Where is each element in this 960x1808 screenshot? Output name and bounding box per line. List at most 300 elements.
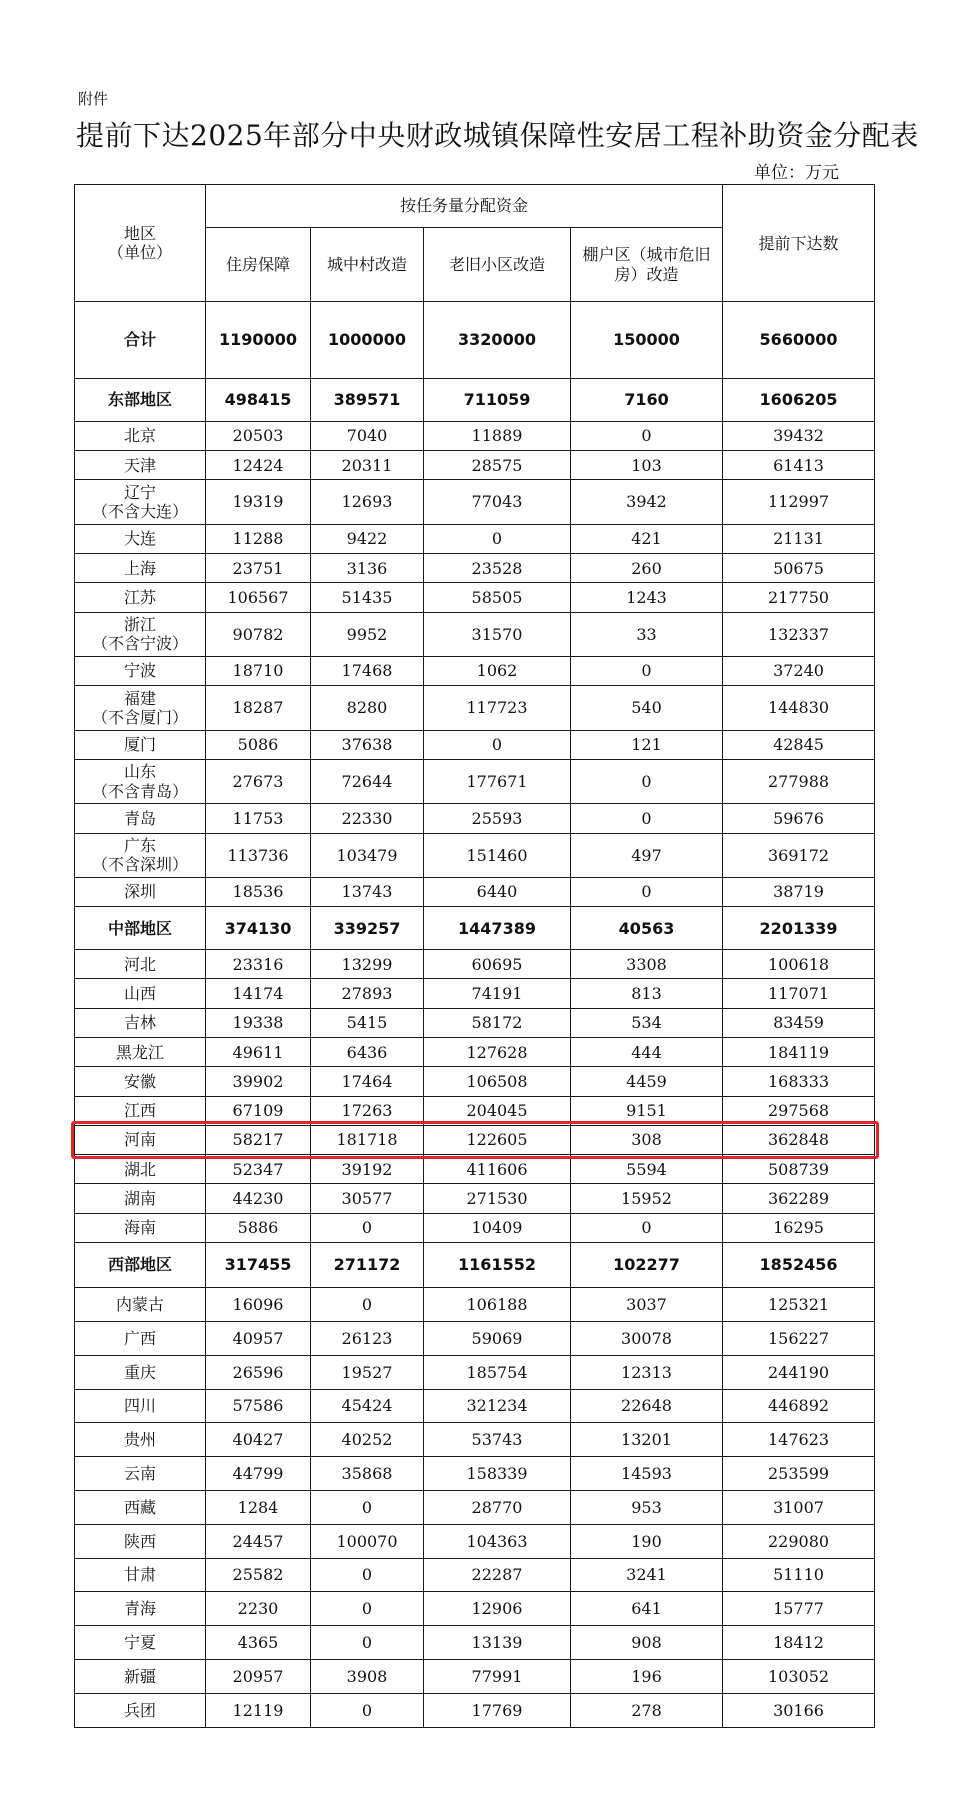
cell-urban-village: 8280 <box>311 686 424 730</box>
cell-region <box>75 1037 206 1066</box>
table-row <box>75 1037 875 1066</box>
cell-housing: 106567 <box>206 583 311 612</box>
cell-region <box>75 378 206 421</box>
cell-region <box>75 1558 206 1592</box>
table-row <box>75 553 875 582</box>
table-row <box>75 1155 875 1184</box>
table-row <box>75 1389 875 1423</box>
cell-housing: 113736 <box>206 833 311 877</box>
cell-region <box>75 1490 206 1524</box>
cell-old-community: 185754 <box>424 1355 571 1389</box>
cell-urban-village: 13299 <box>311 950 424 979</box>
cell-region <box>75 553 206 582</box>
cell-old-community: 271530 <box>424 1184 571 1213</box>
cell-housing: 2230 <box>206 1592 311 1626</box>
cell-old-community: 1161552 <box>424 1243 571 1288</box>
cell-old-community: 106188 <box>424 1288 571 1322</box>
region-name: 新疆 <box>123 1666 156 1686</box>
table-row <box>75 1592 875 1626</box>
cell-total: 144830 <box>723 686 875 730</box>
cell-housing: 23316 <box>206 950 311 979</box>
header-col-urban-village: 城中村改造 <box>311 227 424 301</box>
cell-shantytown: 497 <box>571 833 723 877</box>
cell-region <box>75 833 206 877</box>
cell-region <box>75 1626 206 1660</box>
cell-old-community: 77991 <box>424 1660 571 1694</box>
cell-region <box>75 524 206 553</box>
cell-urban-village: 6436 <box>311 1037 424 1066</box>
cell-urban-village: 37638 <box>311 730 424 759</box>
cell-shantytown: 0 <box>571 877 723 906</box>
cell-shantytown: 4459 <box>571 1067 723 1096</box>
table-row <box>75 421 875 450</box>
cell-urban-village: 13743 <box>311 877 424 906</box>
region-name: 广西 <box>123 1328 156 1348</box>
table-row <box>75 833 875 877</box>
region-name: 山东 <box>123 762 156 782</box>
cell-urban-village: 0 <box>311 1626 424 1660</box>
table-row <box>75 656 875 685</box>
region-name: 甘肃 <box>123 1565 156 1585</box>
region-note: （不含深圳） <box>91 855 188 875</box>
cell-region <box>75 583 206 612</box>
cell-housing: 40427 <box>206 1423 311 1457</box>
cell-old-community: 58172 <box>424 1008 571 1037</box>
cell-housing: 12119 <box>206 1693 311 1727</box>
cell-shantytown: 102277 <box>571 1243 723 1288</box>
cell-region <box>75 1660 206 1694</box>
header-col-shantytown: 棚户区（城市危旧房）改造 <box>571 227 723 301</box>
region-name: 福建 <box>123 688 156 708</box>
cell-old-community: 1447389 <box>424 907 571 950</box>
cell-housing: 58217 <box>206 1125 311 1154</box>
cell-old-community: 77043 <box>424 480 571 524</box>
cell-old-community: 321234 <box>424 1389 571 1423</box>
cell-shantytown: 7160 <box>571 378 723 421</box>
cell-old-community: 60695 <box>424 950 571 979</box>
header-col-old-community: 老旧小区改造 <box>424 227 571 301</box>
region-name: 兵团 <box>123 1700 156 1720</box>
cell-old-community: 13139 <box>424 1626 571 1660</box>
cell-old-community: 117723 <box>424 686 571 730</box>
region-name: 宁波 <box>123 661 156 681</box>
cell-total: 37240 <box>723 656 875 685</box>
table-row <box>75 730 875 759</box>
cell-urban-village: 0 <box>311 1213 424 1242</box>
table-row <box>75 378 875 421</box>
region-name: 重庆 <box>123 1362 156 1382</box>
cell-total: 168333 <box>723 1067 875 1096</box>
cell-old-community: 0 <box>424 524 571 553</box>
cell-region <box>75 1184 206 1213</box>
cell-housing: 498415 <box>206 378 311 421</box>
cell-region <box>75 421 206 450</box>
region-name: 青海 <box>123 1599 156 1619</box>
cell-old-community: 53743 <box>424 1423 571 1457</box>
table-row <box>75 877 875 906</box>
cell-urban-village: 20311 <box>311 450 424 479</box>
cell-housing: 374130 <box>206 907 311 950</box>
cell-urban-village: 17263 <box>311 1096 424 1125</box>
cell-housing: 18536 <box>206 877 311 906</box>
cell-total: 2201339 <box>723 907 875 950</box>
cell-old-community: 3320000 <box>424 302 571 379</box>
cell-urban-village: 0 <box>311 1288 424 1322</box>
cell-total: 184119 <box>723 1037 875 1066</box>
cell-total: 31007 <box>723 1490 875 1524</box>
cell-shantytown: 444 <box>571 1037 723 1066</box>
header-region-label: 地区 <box>123 223 156 243</box>
cell-total: 369172 <box>723 833 875 877</box>
region-name: 陕西 <box>123 1531 156 1551</box>
cell-total: 1852456 <box>723 1243 875 1288</box>
cell-shantytown: 30078 <box>571 1321 723 1355</box>
cell-old-community: 204045 <box>424 1096 571 1125</box>
table-row <box>75 907 875 950</box>
cell-region <box>75 877 206 906</box>
header-row-1 <box>75 185 875 228</box>
cell-urban-village: 30577 <box>311 1184 424 1213</box>
cell-shantytown: 3037 <box>571 1288 723 1322</box>
region-name: 云南 <box>123 1463 156 1483</box>
cell-region <box>75 480 206 524</box>
cell-housing: 5886 <box>206 1213 311 1242</box>
cell-housing: 24457 <box>206 1524 311 1558</box>
cell-total: 362289 <box>723 1184 875 1213</box>
cell-urban-village: 103479 <box>311 833 424 877</box>
cell-total: 132337 <box>723 612 875 656</box>
cell-shantytown: 1243 <box>571 583 723 612</box>
cell-shantytown: 278 <box>571 1693 723 1727</box>
cell-shantytown: 22648 <box>571 1389 723 1423</box>
cell-total: 112997 <box>723 480 875 524</box>
cell-housing: 40957 <box>206 1321 311 1355</box>
region-name: 贵州 <box>123 1430 156 1450</box>
cell-total: 446892 <box>723 1389 875 1423</box>
cell-total: 51110 <box>723 1558 875 1592</box>
cell-total: 38719 <box>723 877 875 906</box>
cell-old-community: 11889 <box>424 421 571 450</box>
cell-region <box>75 1125 206 1154</box>
table-row <box>75 1490 875 1524</box>
table-row <box>75 583 875 612</box>
cell-housing: 12424 <box>206 450 311 479</box>
table-row <box>75 1626 875 1660</box>
table-row <box>75 1558 875 1592</box>
cell-urban-village: 339257 <box>311 907 424 950</box>
cell-urban-village: 72644 <box>311 759 424 803</box>
cell-total: 229080 <box>723 1524 875 1558</box>
cell-urban-village: 5415 <box>311 1008 424 1037</box>
cell-shantytown: 308 <box>571 1125 723 1154</box>
header-group: 按任务量分配资金 <box>206 185 723 228</box>
cell-old-community: 177671 <box>424 759 571 803</box>
cell-shantytown: 190 <box>571 1524 723 1558</box>
cell-old-community: 12906 <box>424 1592 571 1626</box>
cell-old-community: 22287 <box>424 1558 571 1592</box>
cell-total: 5660000 <box>723 302 875 379</box>
cell-urban-village: 0 <box>311 1592 424 1626</box>
cell-shantytown: 0 <box>571 759 723 803</box>
cell-region <box>75 302 206 379</box>
cell-total: 42845 <box>723 730 875 759</box>
cell-region <box>75 1423 206 1457</box>
cell-total: 15777 <box>723 1592 875 1626</box>
cell-urban-village: 51435 <box>311 583 424 612</box>
cell-region <box>75 1693 206 1727</box>
cell-region <box>75 1524 206 1558</box>
cell-urban-village: 27893 <box>311 979 424 1008</box>
cell-old-community: 711059 <box>424 378 571 421</box>
cell-old-community: 104363 <box>424 1524 571 1558</box>
cell-old-community: 23528 <box>424 553 571 582</box>
cell-urban-village: 9422 <box>311 524 424 553</box>
region-note: （不含宁波） <box>91 634 188 654</box>
cell-urban-village: 22330 <box>311 804 424 833</box>
cell-region <box>75 950 206 979</box>
table-row <box>75 1184 875 1213</box>
cell-housing: 1190000 <box>206 302 311 379</box>
cell-urban-village: 40252 <box>311 1423 424 1457</box>
cell-housing: 44799 <box>206 1457 311 1491</box>
cell-housing: 57586 <box>206 1389 311 1423</box>
cell-region <box>75 1457 206 1491</box>
table-row <box>75 1660 875 1694</box>
cell-shantytown: 260 <box>571 553 723 582</box>
region-name: 内蒙古 <box>115 1294 164 1314</box>
cell-urban-village: 0 <box>311 1558 424 1592</box>
cell-region <box>75 686 206 730</box>
cell-urban-village: 181718 <box>311 1125 424 1154</box>
cell-total: 59676 <box>723 804 875 833</box>
region-name: 大连 <box>123 529 156 549</box>
region-name: 中部地区 <box>107 918 172 938</box>
cell-region <box>75 979 206 1008</box>
cell-shantytown: 3942 <box>571 480 723 524</box>
cell-housing: 11753 <box>206 804 311 833</box>
region-note: （不含厦门） <box>91 707 188 727</box>
cell-housing: 67109 <box>206 1096 311 1125</box>
cell-region <box>75 450 206 479</box>
cell-urban-village: 389571 <box>311 378 424 421</box>
cell-shantytown: 641 <box>571 1592 723 1626</box>
region-name: 海南 <box>123 1218 156 1238</box>
cell-old-community: 17769 <box>424 1693 571 1727</box>
cell-region <box>75 1008 206 1037</box>
cell-region <box>75 730 206 759</box>
cell-urban-village: 12693 <box>311 480 424 524</box>
cell-region <box>75 1067 206 1096</box>
cell-shantytown: 813 <box>571 979 723 1008</box>
cell-total: 61413 <box>723 450 875 479</box>
cell-total: 83459 <box>723 1008 875 1037</box>
table-body <box>75 185 875 1728</box>
cell-shantytown: 953 <box>571 1490 723 1524</box>
cell-region <box>75 1213 206 1242</box>
cell-total: 277988 <box>723 759 875 803</box>
cell-shantytown: 14593 <box>571 1457 723 1491</box>
region-note: （不含青岛） <box>91 781 188 801</box>
cell-region <box>75 1155 206 1184</box>
cell-region <box>75 1389 206 1423</box>
cell-urban-village: 100070 <box>311 1524 424 1558</box>
cell-region <box>75 1243 206 1288</box>
cell-total: 50675 <box>723 553 875 582</box>
cell-housing: 18287 <box>206 686 311 730</box>
table-row <box>75 804 875 833</box>
cell-total: 253599 <box>723 1457 875 1491</box>
cell-old-community: 74191 <box>424 979 571 1008</box>
table-row <box>75 1457 875 1491</box>
cell-old-community: 158339 <box>424 1457 571 1491</box>
cell-total: 39432 <box>723 421 875 450</box>
cell-shantytown: 121 <box>571 730 723 759</box>
region-name: 广东 <box>123 836 156 856</box>
unit-label: 单位：万元 <box>754 163 839 183</box>
region-name: 湖北 <box>123 1159 156 1179</box>
region-name: 东部地区 <box>107 390 172 410</box>
table-row <box>75 686 875 730</box>
cell-urban-village: 45424 <box>311 1389 424 1423</box>
document-title: 提前下达2025年部分中央财政城镇保障性安居工程补助资金分配表 <box>76 119 919 152</box>
cell-housing: 11288 <box>206 524 311 553</box>
cell-old-community: 58505 <box>424 583 571 612</box>
cell-total: 156227 <box>723 1321 875 1355</box>
cell-old-community: 127628 <box>424 1037 571 1066</box>
region-name: 深圳 <box>123 882 156 902</box>
table-row <box>75 302 875 379</box>
cell-region <box>75 759 206 803</box>
cell-total: 21131 <box>723 524 875 553</box>
cell-housing: 16096 <box>206 1288 311 1322</box>
region-name: 浙江 <box>123 615 156 635</box>
cell-region <box>75 1096 206 1125</box>
cell-shantytown: 13201 <box>571 1423 723 1457</box>
cell-housing: 49611 <box>206 1037 311 1066</box>
cell-shantytown: 540 <box>571 686 723 730</box>
cell-old-community: 28770 <box>424 1490 571 1524</box>
cell-housing: 52347 <box>206 1155 311 1184</box>
region-name: 江苏 <box>123 587 156 607</box>
table-row <box>75 1423 875 1457</box>
region-name: 湖南 <box>123 1188 156 1208</box>
table-row <box>75 1524 875 1558</box>
region-name: 合计 <box>123 330 156 350</box>
cell-shantytown: 150000 <box>571 302 723 379</box>
cell-housing: 26596 <box>206 1355 311 1389</box>
region-name: 西部地区 <box>107 1255 172 1275</box>
cell-housing: 19319 <box>206 480 311 524</box>
table-row <box>75 1243 875 1288</box>
cell-housing: 4365 <box>206 1626 311 1660</box>
cell-shantytown: 0 <box>571 421 723 450</box>
annex-label: 附件 <box>78 90 109 108</box>
table-row <box>75 759 875 803</box>
cell-old-community: 31570 <box>424 612 571 656</box>
cell-old-community: 122605 <box>424 1125 571 1154</box>
header-total: 提前下达数 <box>723 185 875 302</box>
table-row <box>75 1213 875 1242</box>
cell-urban-village: 39192 <box>311 1155 424 1184</box>
cell-total: 100618 <box>723 950 875 979</box>
cell-region <box>75 1592 206 1626</box>
cell-total: 508739 <box>723 1155 875 1184</box>
cell-region <box>75 656 206 685</box>
region-name: 天津 <box>123 455 156 475</box>
cell-old-community: 59069 <box>424 1321 571 1355</box>
cell-shantytown: 0 <box>571 1213 723 1242</box>
cell-total: 16295 <box>723 1213 875 1242</box>
cell-total: 1606205 <box>723 378 875 421</box>
header-col-housing: 住房保障 <box>206 227 311 301</box>
cell-urban-village: 271172 <box>311 1243 424 1288</box>
cell-region <box>75 1321 206 1355</box>
cell-urban-village: 7040 <box>311 421 424 450</box>
cell-total: 217750 <box>723 583 875 612</box>
cell-housing: 39902 <box>206 1067 311 1096</box>
region-name: 上海 <box>123 558 156 578</box>
region-name: 宁夏 <box>123 1633 156 1653</box>
cell-total: 125321 <box>723 1288 875 1322</box>
cell-urban-village: 0 <box>311 1693 424 1727</box>
region-name: 山西 <box>123 983 156 1003</box>
cell-urban-village: 9952 <box>311 612 424 656</box>
region-note: （不含大连） <box>91 501 188 521</box>
cell-old-community: 28575 <box>424 450 571 479</box>
cell-shantytown: 103 <box>571 450 723 479</box>
cell-region <box>75 804 206 833</box>
cell-urban-village: 3136 <box>311 553 424 582</box>
header-region <box>75 185 206 302</box>
region-name: 西藏 <box>123 1497 156 1517</box>
table-row <box>75 524 875 553</box>
table-row <box>75 1096 875 1125</box>
region-name: 青岛 <box>123 808 156 828</box>
cell-region <box>75 907 206 950</box>
cell-shantytown: 15952 <box>571 1184 723 1213</box>
table-row <box>75 979 875 1008</box>
cell-urban-village: 17464 <box>311 1067 424 1096</box>
allocation-table <box>74 184 875 1728</box>
cell-housing: 5086 <box>206 730 311 759</box>
cell-shantytown: 5594 <box>571 1155 723 1184</box>
cell-shantytown: 196 <box>571 1660 723 1694</box>
header-region-sub: （单位） <box>107 243 172 263</box>
cell-housing: 44230 <box>206 1184 311 1213</box>
cell-urban-village: 17468 <box>311 656 424 685</box>
table-row <box>75 1288 875 1322</box>
cell-old-community: 151460 <box>424 833 571 877</box>
region-name: 安徽 <box>123 1071 156 1091</box>
cell-urban-village: 26123 <box>311 1321 424 1355</box>
cell-old-community: 10409 <box>424 1213 571 1242</box>
cell-old-community: 1062 <box>424 656 571 685</box>
region-name: 吉林 <box>123 1013 156 1033</box>
cell-total: 244190 <box>723 1355 875 1389</box>
cell-housing: 317455 <box>206 1243 311 1288</box>
cell-urban-village: 1000000 <box>311 302 424 379</box>
cell-shantytown: 40563 <box>571 907 723 950</box>
region-name: 四川 <box>123 1396 156 1416</box>
cell-region <box>75 1355 206 1389</box>
region-name: 河北 <box>123 954 156 974</box>
cell-housing: 18710 <box>206 656 311 685</box>
table-row <box>75 450 875 479</box>
cell-housing: 25582 <box>206 1558 311 1592</box>
table-row <box>75 950 875 979</box>
region-name: 江西 <box>123 1101 156 1121</box>
cell-shantytown: 33 <box>571 612 723 656</box>
